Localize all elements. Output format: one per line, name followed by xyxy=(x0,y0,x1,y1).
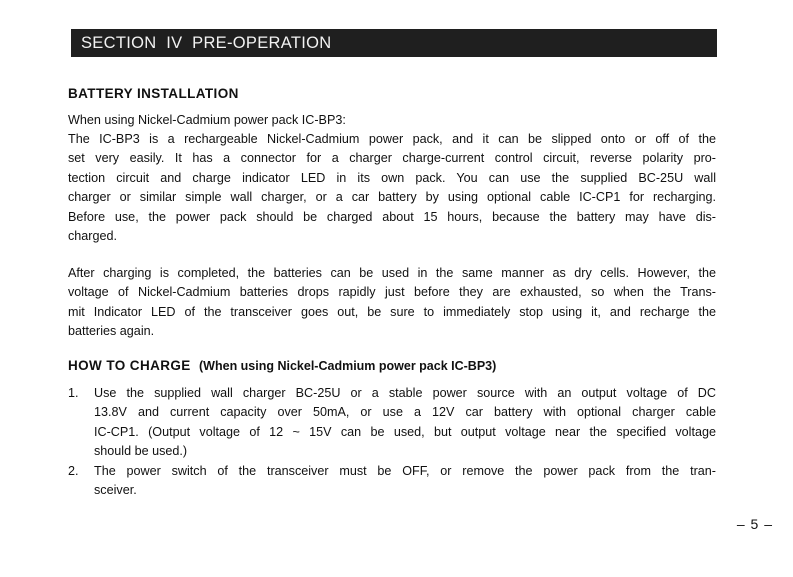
paragraph-line: charged. xyxy=(68,229,118,244)
battery-paragraph-2 xyxy=(68,264,716,342)
how-to-charge-title: HOW TO CHARGE xyxy=(68,358,191,373)
paragraph-line: batteries again. xyxy=(68,324,155,339)
list-item-line: sceiver. xyxy=(94,483,137,498)
list-item-number: 2. xyxy=(68,463,79,478)
list-item xyxy=(68,462,716,501)
list-item-line: should be used.) xyxy=(94,444,188,459)
battery-paragraph-1 xyxy=(68,130,716,246)
list-item-number: 1. xyxy=(68,386,79,400)
section-title: SECTION IV PRE-OPERATION xyxy=(81,33,332,52)
paragraph-line: set very easily. It has a connector for a charger charge-current control circuit, reverse polarity pro- xyxy=(68,151,716,166)
how-to-charge-heading xyxy=(68,358,496,373)
paragraph-line: The IC-BP3 is a rechargeable Nickel-Cadmium power pack, and it can be slipped onto or off of the xyxy=(68,132,716,146)
paragraph-line: Before use, the power pack should be charged about 15 hours, because the battery may have dis- xyxy=(68,209,716,224)
paragraph-line: charger or similar simple wall charger, or a car battery by using optional cable IC-CP1 for recharging. xyxy=(68,190,716,205)
intro-line: When using Nickel-Cadmium power pack IC-BP3: xyxy=(68,113,346,127)
list-item-line: IC-CP1. (Output voltage of 12 ~ 15V can be used, but output voltage near the specified voltage xyxy=(94,424,716,439)
list-item-line: The power switch of the transceiver must be OFF, or remove the power pack from the tran- xyxy=(94,463,716,478)
charge-steps-list xyxy=(68,384,716,500)
list-item xyxy=(68,384,716,462)
battery-intro xyxy=(68,111,716,130)
list-item-line: 13.8V and current capacity over 50mA, or use a 12V car battery with optional charger cable xyxy=(94,405,716,420)
section-title-bar xyxy=(71,29,717,57)
how-to-charge-subheading: (When using Nickel-Cadmium power pack IC-BP3) xyxy=(199,359,497,373)
page-number: – 5 – xyxy=(736,516,773,532)
battery-installation-heading: BATTERY INSTALLATION xyxy=(68,86,239,101)
paragraph-line: tection circuit and charge indicator LED in its own pack. You can use the supplied BC-25U wall xyxy=(68,170,716,185)
paragraph-line: mit Indicator LED of the transceiver goes out, be sure to immediately stop using it, and recharge the xyxy=(68,304,716,319)
list-item-line: Use the supplied wall charger BC-25U or a stable power source with an output voltage of DC xyxy=(94,386,716,400)
paragraph-line: After charging is completed, the batteries can be used in the same manner as dry cells. However, the xyxy=(68,266,716,280)
paragraph-line: voltage of Nickel-Cadmium batteries drops rapidly just before they are exhausted, so when the Trans- xyxy=(68,285,716,300)
